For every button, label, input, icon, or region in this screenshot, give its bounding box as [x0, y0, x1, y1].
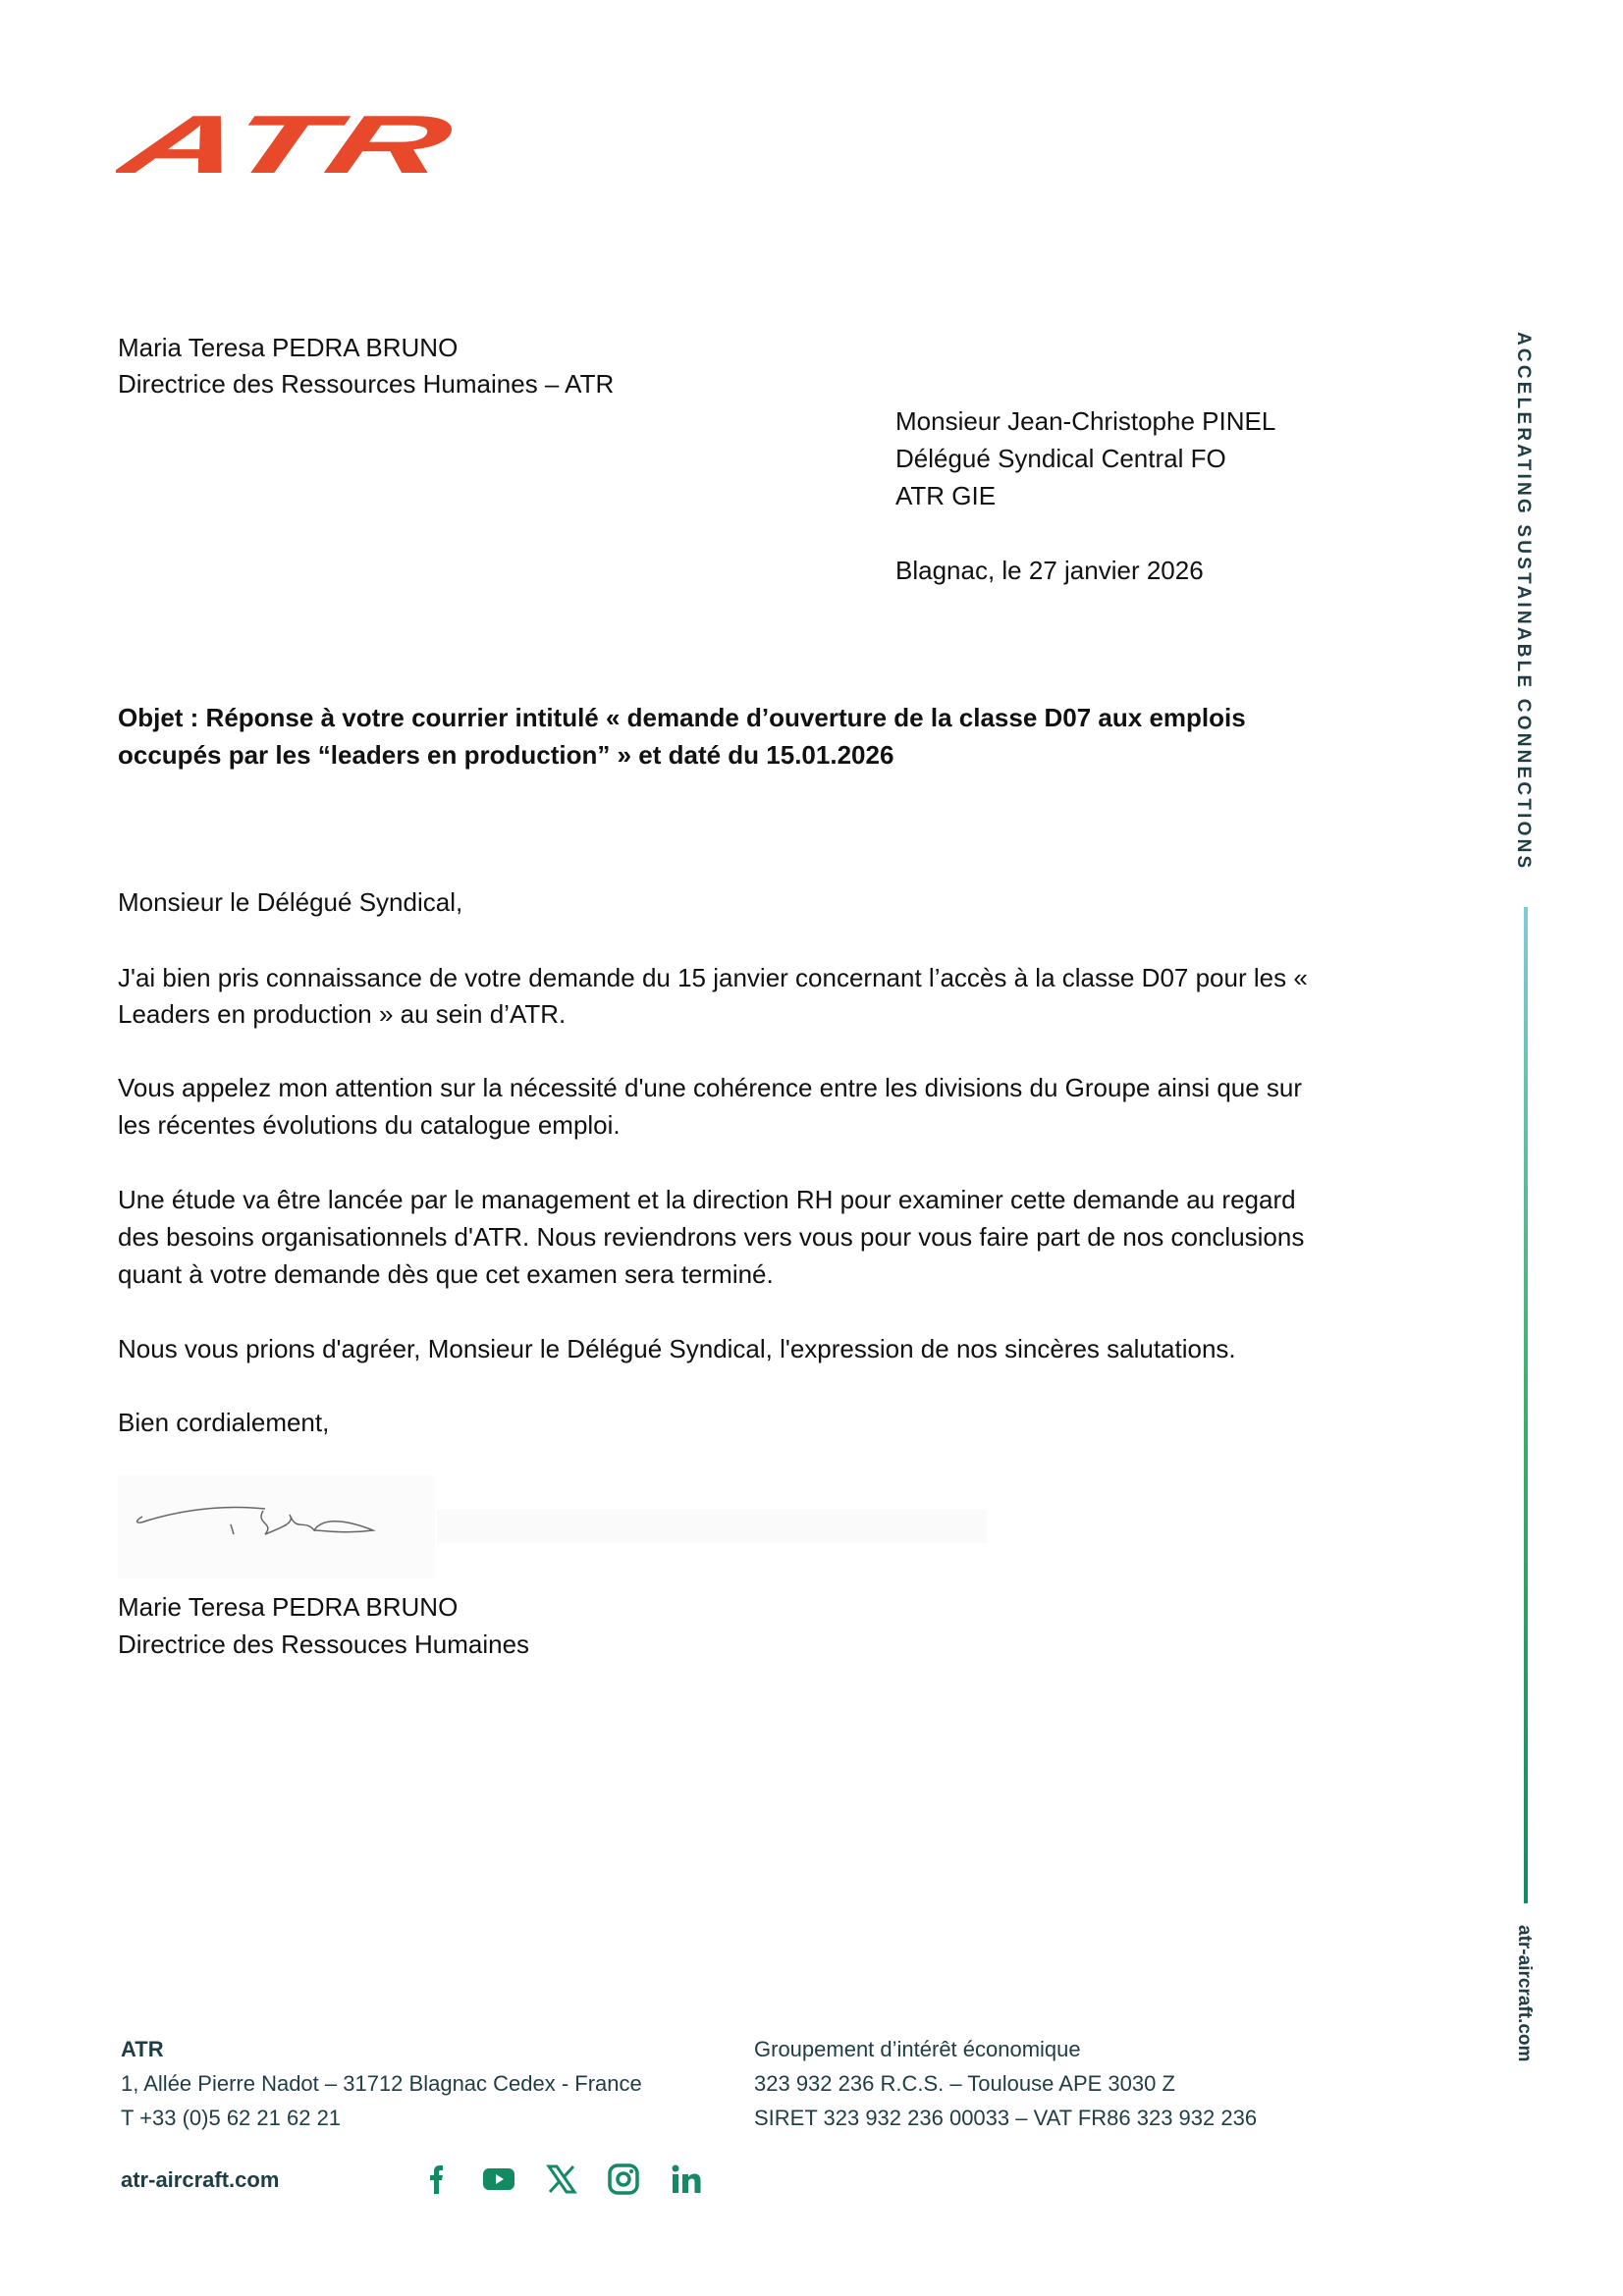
subject-line-1: Objet : Réponse à votre courrier intitulé « demande d’ouverture de la classe D07 aux emplois [118, 703, 1246, 732]
paragraph-1-line-1: J'ai bien pris connaissance de votre demande du 15 janvier concernant l’accès à la classe D07 pour les « [118, 963, 1308, 992]
sidebar-website[interactable]: atr-aircraft.com [1514, 1925, 1535, 2062]
atr-logo [116, 110, 464, 186]
footer-address: 1, Allée Pierre Nadot – 31712 Blagnac Cedex - France [121, 2071, 642, 2096]
instagram-icon[interactable] [607, 2163, 640, 2196]
youtube-icon[interactable] [482, 2163, 515, 2196]
paragraph-2-line-1: Vous appelez mon attention sur la nécessité d'une cohérence entre les divisions du Groupe ainsi que sur [118, 1073, 1303, 1102]
footer-legal-1: Groupement d’intérêt économique [754, 2037, 1081, 2061]
paragraph-2-line-2: les récentes évolutions du catalogue emploi. [118, 1110, 621, 1140]
paragraph-3-line-2: des besoins organisationnels d'ATR. Nous reviendrons vers vous pour vous faire part de nos conclusions [118, 1222, 1305, 1252]
sidebar-tagline: ACCELERATING SUSTAINABLE CONNECTIONS [1513, 332, 1534, 872]
footer-phone: T +33 (0)5 62 21 62 21 [121, 2106, 342, 2130]
linkedin-icon[interactable] [670, 2163, 703, 2196]
sender-name: Maria Teresa PEDRA BRUNO [118, 333, 459, 362]
signer-title: Directrice des Ressouces Humaines [118, 1629, 530, 1659]
signer-name: Marie Teresa PEDRA BRUNO [118, 1592, 459, 1622]
letter-date: Blagnac, le 27 janvier 2026 [895, 556, 1204, 585]
svg-text:ATR: ATR [116, 110, 302, 181]
signature-background [437, 1510, 987, 1543]
footer-website[interactable]: atr-aircraft.com [121, 2167, 280, 2192]
facebook-icon[interactable] [420, 2163, 454, 2196]
recipient-name: Monsieur Jean-Christophe PINEL [895, 406, 1276, 436]
recipient-title: Délégué Syndical Central FO [895, 444, 1226, 473]
subject-line-2: occupés par les “leaders en production” » et daté du 15.01.2026 [118, 740, 894, 770]
paragraph-3-line-3: quant à votre demande dès que cet examen sera terminé. [118, 1259, 774, 1289]
paragraph-4: Nous vous prions d'agréer, Monsieur le Délégué Syndical, l'expression de nos sincères salutations. [118, 1334, 1236, 1363]
paragraph-3-line-1: Une étude va être lancée par le management et la direction RH pour examiner cette demande au regard [118, 1185, 1296, 1214]
paragraph-1-line-2: Leaders en production » au sein d’ATR. [118, 999, 567, 1029]
footer-legal-2: 323 932 236 R.C.S. – Toulouse APE 3030 Z [754, 2071, 1175, 2096]
salutation: Monsieur le Délégué Syndical, [118, 887, 463, 917]
sender-title: Directrice des Ressources Humaines – ATR [118, 369, 615, 399]
social-icons [420, 2163, 728, 2196]
x-icon[interactable] [545, 2163, 578, 2196]
footer-company: ATR [121, 2037, 164, 2061]
recipient-org: ATR GIE [895, 481, 997, 510]
closing: Bien cordialement, [118, 1408, 330, 1437]
footer-legal-3: SIRET 323 932 236 00033 – VAT FR86 323 932 236 [754, 2106, 1258, 2130]
sidebar-line [1524, 907, 1528, 1903]
signature [118, 1475, 435, 1578]
